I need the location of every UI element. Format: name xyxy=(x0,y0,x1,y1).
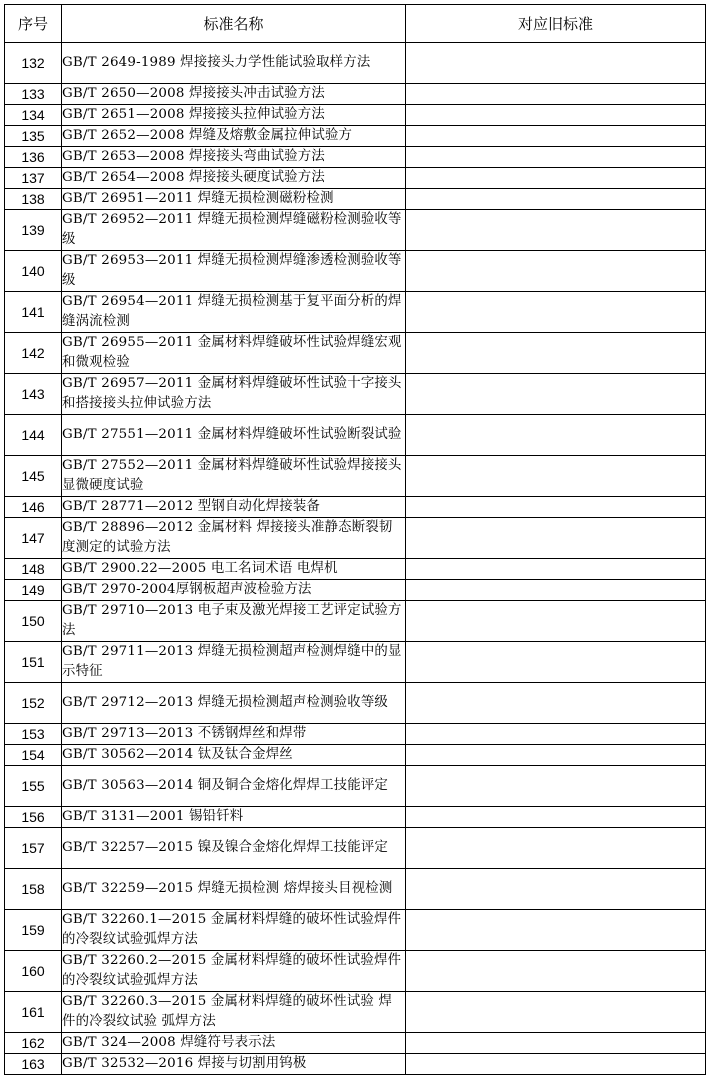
table-row xyxy=(5,147,706,168)
table-row xyxy=(5,84,706,105)
old-standard xyxy=(406,642,706,683)
row-number: 150 xyxy=(5,601,62,642)
old-standard xyxy=(406,869,706,910)
row-number: 153 xyxy=(5,724,62,745)
standard-name: GB/T 29711—2013 焊缝无损检测超声检测焊缝中的显示特征 xyxy=(62,642,406,683)
standard-name: GB/T 2653—2008 焊接接头弯曲试验方法 xyxy=(62,147,406,168)
old-standard xyxy=(406,497,706,518)
table-row xyxy=(5,766,706,807)
table-row xyxy=(5,601,706,642)
row-number: 161 xyxy=(5,992,62,1033)
row-number: 156 xyxy=(5,807,62,828)
old-standard xyxy=(406,1054,706,1075)
header-row xyxy=(5,5,706,43)
standard-name: GB/T 28771—2012 型钢自动化焊接装备 xyxy=(62,497,406,518)
standard-name: GB/T 32532—2016 焊接与切割用钨极 xyxy=(62,1054,406,1075)
row-number: 160 xyxy=(5,951,62,992)
row-number: 141 xyxy=(5,292,62,333)
header-no: 序号 xyxy=(5,5,62,43)
standard-name: GB/T 26953—2011 焊缝无损检测焊缝渗透检测验收等级 xyxy=(62,251,406,292)
old-standard xyxy=(406,251,706,292)
table-row xyxy=(5,1054,706,1075)
old-standard xyxy=(406,210,706,251)
table-row xyxy=(5,497,706,518)
old-standard xyxy=(406,951,706,992)
header-name: 标准名称 xyxy=(62,5,406,43)
table-row xyxy=(5,724,706,745)
standard-name: GB/T 29713—2013 不锈钢焊丝和焊带 xyxy=(62,724,406,745)
table-row xyxy=(5,43,706,84)
table-row xyxy=(5,683,706,724)
old-standard xyxy=(406,456,706,497)
row-number: 151 xyxy=(5,642,62,683)
old-standard xyxy=(406,1033,706,1054)
row-number: 135 xyxy=(5,126,62,147)
standard-name: GB/T 2652—2008 焊缝及熔敷金属拉伸试验方 xyxy=(62,126,406,147)
table-row xyxy=(5,518,706,559)
old-standard xyxy=(406,168,706,189)
row-number: 154 xyxy=(5,745,62,766)
table-row xyxy=(5,869,706,910)
standard-name: GB/T 27551—2011 金属材料焊缝破坏性试验断裂试验 xyxy=(62,415,406,456)
table-row xyxy=(5,168,706,189)
row-number: 139 xyxy=(5,210,62,251)
standard-name: GB/T 32257—2015 镍及镍合金熔化焊焊工技能评定 xyxy=(62,828,406,869)
table-row xyxy=(5,333,706,374)
table-row xyxy=(5,374,706,415)
row-number: 148 xyxy=(5,559,62,580)
row-number: 149 xyxy=(5,580,62,601)
row-number: 137 xyxy=(5,168,62,189)
row-number: 138 xyxy=(5,189,62,210)
standard-name: GB/T 26957—2011 金属材料焊缝破坏性试验十字接头和搭接接头拉伸试验方法 xyxy=(62,374,406,415)
old-standard xyxy=(406,105,706,126)
standard-name: GB/T 2654—2008 焊接接头硬度试验方法 xyxy=(62,168,406,189)
standard-name: GB/T 32259—2015 焊缝无损检测 熔焊接头目视检测 xyxy=(62,869,406,910)
old-standard xyxy=(406,415,706,456)
table-row xyxy=(5,415,706,456)
table-row xyxy=(5,951,706,992)
standard-name: GB/T 32260.2—2015 金属材料焊缝的破坏性试验焊件的冷裂纹试验弧焊方法 xyxy=(62,951,406,992)
standard-name: GB/T 30562—2014 钛及钛合金焊丝 xyxy=(62,745,406,766)
standard-name: GB/T 32260.3—2015 金属材料焊缝的破坏性试验 焊件的冷裂纹试验 弧焊方法 xyxy=(62,992,406,1033)
table-row xyxy=(5,1033,706,1054)
table-row xyxy=(5,189,706,210)
standard-name: GB/T 2900.22—2005 电工名词术语 电焊机 xyxy=(62,559,406,580)
row-number: 136 xyxy=(5,147,62,168)
row-number: 145 xyxy=(5,456,62,497)
standard-name: GB/T 26951—2011 焊缝无损检测磁粉检测 xyxy=(62,189,406,210)
table-row xyxy=(5,910,706,951)
row-number: 133 xyxy=(5,84,62,105)
old-standard xyxy=(406,910,706,951)
old-standard xyxy=(406,601,706,642)
old-standard xyxy=(406,43,706,84)
row-number: 143 xyxy=(5,374,62,415)
standard-name: GB/T 2970-2004厚钢板超声波检验方法 xyxy=(62,580,406,601)
table-row xyxy=(5,210,706,251)
row-number: 146 xyxy=(5,497,62,518)
row-number: 144 xyxy=(5,415,62,456)
old-standard xyxy=(406,683,706,724)
standard-name: GB/T 30563—2014 铜及铜合金熔化焊焊工技能评定 xyxy=(62,766,406,807)
row-number: 158 xyxy=(5,869,62,910)
standard-name: GB/T 28896—2012 金属材料 焊接接头准静态断裂韧度测定的试验方法 xyxy=(62,518,406,559)
old-standard xyxy=(406,147,706,168)
old-standard xyxy=(406,580,706,601)
row-number: 147 xyxy=(5,518,62,559)
old-standard xyxy=(406,292,706,333)
row-number: 152 xyxy=(5,683,62,724)
table-row xyxy=(5,807,706,828)
row-number: 157 xyxy=(5,828,62,869)
standard-name: GB/T 29710—2013 电子束及激光焊接工艺评定试验方法 xyxy=(62,601,406,642)
row-number: 163 xyxy=(5,1054,62,1075)
table-row xyxy=(5,105,706,126)
standard-name: GB/T 324—2008 焊缝符号表示法 xyxy=(62,1033,406,1054)
row-number: 140 xyxy=(5,251,62,292)
row-number: 142 xyxy=(5,333,62,374)
table-row xyxy=(5,559,706,580)
old-standard xyxy=(406,126,706,147)
table-row xyxy=(5,828,706,869)
old-standard xyxy=(406,766,706,807)
old-standard xyxy=(406,828,706,869)
standard-name: GB/T 27552—2011 金属材料焊缝破坏性试验焊接接头 显微硬度试验 xyxy=(62,456,406,497)
row-number: 159 xyxy=(5,910,62,951)
row-number: 155 xyxy=(5,766,62,807)
table-row xyxy=(5,642,706,683)
table-row xyxy=(5,456,706,497)
table-row xyxy=(5,126,706,147)
old-standard xyxy=(406,84,706,105)
standard-name: GB/T 32260.1—2015 金属材料焊缝的破坏性试验焊件的冷裂纹试验弧焊方法 xyxy=(62,910,406,951)
row-number: 134 xyxy=(5,105,62,126)
standard-name: GB/T 2649-1989 焊接接头力学性能试验取样方法 xyxy=(62,43,406,84)
old-standard xyxy=(406,518,706,559)
standards-table xyxy=(4,4,706,1075)
old-standard xyxy=(406,189,706,210)
row-number: 132 xyxy=(5,43,62,84)
table-row xyxy=(5,580,706,601)
standard-name: GB/T 26952—2011 焊缝无损检测焊缝磁粉检测验收等级 xyxy=(62,210,406,251)
table-row xyxy=(5,251,706,292)
old-standard xyxy=(406,992,706,1033)
old-standard xyxy=(406,559,706,580)
old-standard xyxy=(406,333,706,374)
old-standard xyxy=(406,724,706,745)
standard-name: GB/T 3131—2001 锡铅钎料 xyxy=(62,807,406,828)
header-old-standard: 对应旧标准 xyxy=(406,5,706,43)
standard-name: GB/T 2651—2008 焊接接头拉伸试验方法 xyxy=(62,105,406,126)
table-row xyxy=(5,992,706,1033)
standard-name: GB/T 2650—2008 焊接接头冲击试验方法 xyxy=(62,84,406,105)
old-standard xyxy=(406,374,706,415)
table-row xyxy=(5,745,706,766)
standard-name: GB/T 26955—2011 金属材料焊缝破坏性试验焊缝宏观和微观检验 xyxy=(62,333,406,374)
row-number: 162 xyxy=(5,1033,62,1054)
old-standard xyxy=(406,745,706,766)
old-standard xyxy=(406,807,706,828)
standard-name: GB/T 29712—2013 焊缝无损检测超声检测验收等级 xyxy=(62,683,406,724)
table-row xyxy=(5,292,706,333)
standard-name: GB/T 26954—2011 焊缝无损检测基于复平面分析的焊缝涡流检测 xyxy=(62,292,406,333)
